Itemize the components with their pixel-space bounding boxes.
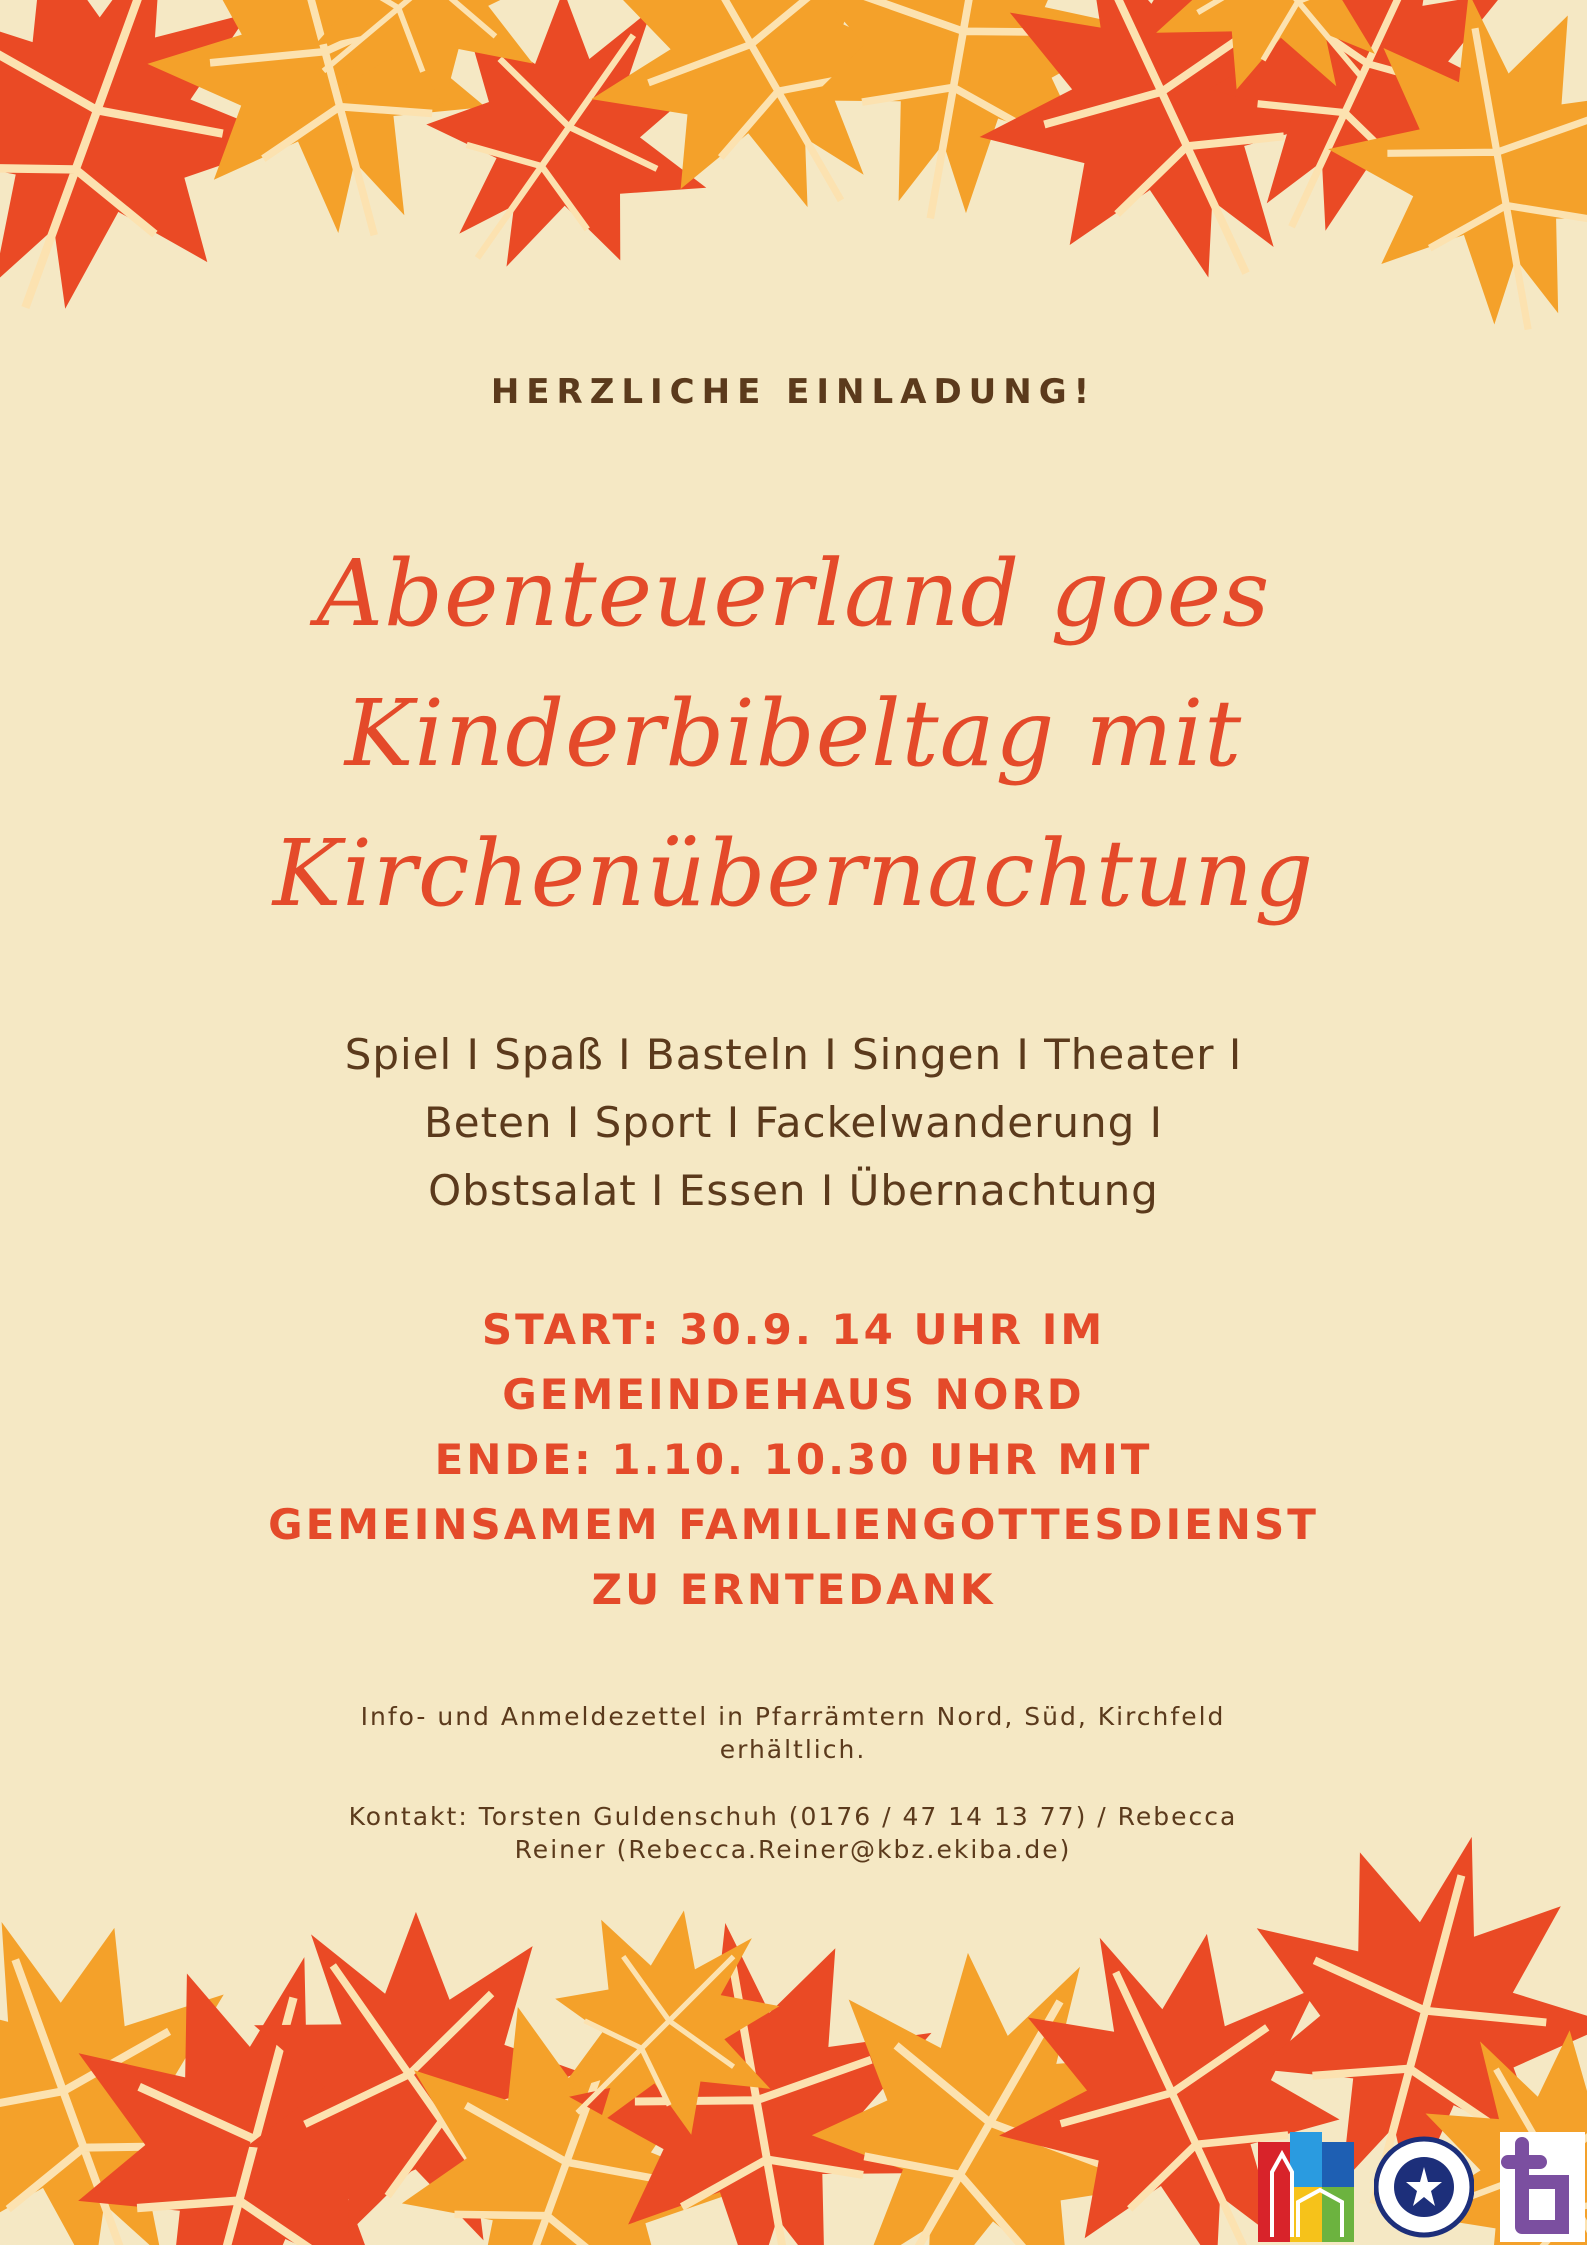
schedule-line: GEMEINDEHAUS NORD [502,1370,1085,1419]
schedule-line: GEMEINSAMEM FAMILIENGOTTESDIENST [268,1500,1319,1549]
activities-line: Obstsalat I Essen I Übernachtung [428,1166,1159,1215]
schedule-line: ENDE: 1.10. 10.30 UHR MIT [434,1435,1153,1484]
registration-info: Info- und Anmeldezettel in Pfarrämtern Nord, Süd, Kirchfeld erhältlich. [360,1702,1226,1764]
schedule-line: START: 30.9. 14 UHR IM [481,1305,1106,1354]
school-seal-logo [1374,2132,1474,2242]
event-title-line: Kirchenübernachtung [272,820,1315,927]
event-title-line: Kinderbibeltag mit [344,680,1243,787]
leaf-shape [0,0,1587,374]
autumn-leaves-top [0,0,1587,360]
contact-info: Kontakt: Torsten Guldenschuh (0176 / 47 14 13 77) / Rebecca Reiner (Rebecca.Reiner@kbz.ekiba.de) [348,1802,1238,1864]
schedule-line: ZU ERNTEDANK [591,1565,996,1614]
event-title-line: Abenteuerland goes [316,540,1271,647]
invitation-kicker: HERZLICHE EINLADUNG! [490,372,1097,412]
district-logo [1500,2132,1585,2242]
activities-line: Spiel I Spaß I Basteln I Singen I Theater I [344,1030,1243,1079]
activities-line: Beten I Sport I Fackelwanderung I [423,1098,1164,1147]
parish-logo [1258,2132,1354,2242]
